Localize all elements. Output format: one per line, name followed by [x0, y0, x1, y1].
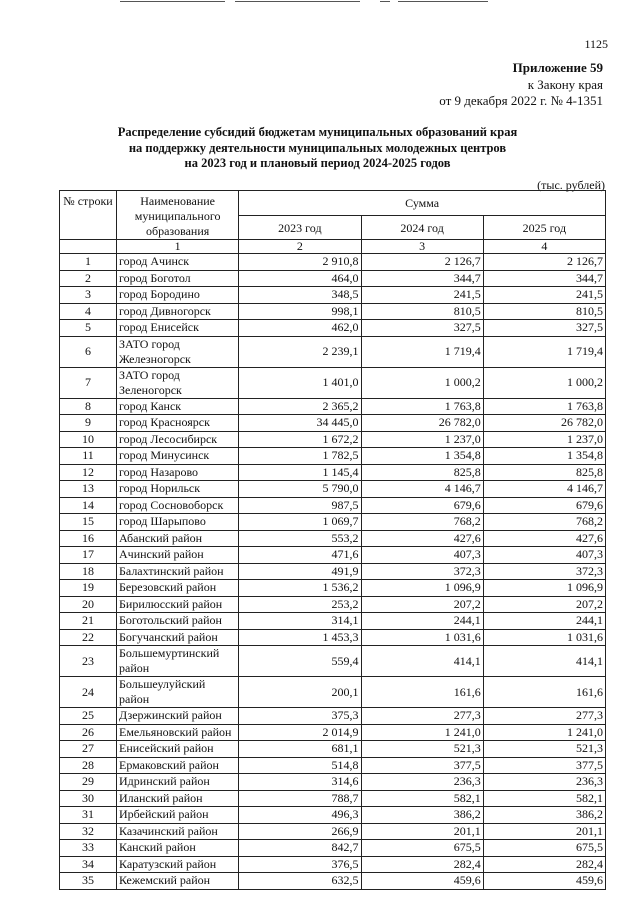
table-row [60, 596, 606, 613]
municipality-name: Идринский район [117, 774, 239, 791]
amount-2025: 386,2 [483, 807, 605, 824]
municipality-name: город Норильск [117, 481, 239, 498]
amount-2023: 514,8 [239, 757, 361, 774]
amount-2023: 1 536,2 [239, 580, 361, 597]
table-row [60, 873, 606, 890]
municipality-name: город Канск [117, 398, 239, 415]
municipality-name: город Енисейск [117, 320, 239, 337]
table-row [60, 431, 606, 448]
amount-2024: 768,2 [361, 514, 483, 531]
amount-2024: 201,1 [361, 823, 483, 840]
row-number: 5 [60, 320, 117, 337]
table-row [60, 287, 606, 304]
row-number: 20 [60, 596, 117, 613]
table-row [60, 547, 606, 564]
table-row [60, 790, 606, 807]
amount-2024: 161,6 [361, 677, 483, 708]
amount-2025: 459,6 [483, 873, 605, 890]
amount-2025: 244,1 [483, 613, 605, 630]
amount-2024: 1 763,8 [361, 398, 483, 415]
page-number: 1125 [584, 37, 608, 51]
row-number: 25 [60, 708, 117, 725]
column-index: 3 [361, 240, 483, 254]
heading-line: на 2023 год и плановый период 2024-2025 годов [184, 156, 451, 170]
amount-2025: 277,3 [483, 708, 605, 725]
amount-2023: 1 401,0 [239, 367, 361, 398]
row-number: 15 [60, 514, 117, 531]
column-index: 4 [483, 240, 605, 254]
row-number: 34 [60, 856, 117, 873]
amount-2023: 1 672,2 [239, 431, 361, 448]
amount-2024: 810,5 [361, 303, 483, 320]
amount-2025: 407,3 [483, 547, 605, 564]
row-number: 3 [60, 287, 117, 304]
row-number: 8 [60, 398, 117, 415]
amount-2023: 987,5 [239, 497, 361, 514]
table-row [60, 530, 606, 547]
row-number: 19 [60, 580, 117, 597]
table-row [60, 708, 606, 725]
appendix-law-date: от 9 декабря 2022 г. № 4-1351 [439, 93, 603, 108]
amount-2025: 327,5 [483, 320, 605, 337]
amount-2024: 372,3 [361, 563, 483, 580]
row-number: 4 [60, 303, 117, 320]
units-label: (тыс. рублей) [537, 178, 605, 192]
row-number: 16 [60, 530, 117, 547]
municipality-name: Енисейский район [117, 741, 239, 758]
amount-2023: 253,2 [239, 596, 361, 613]
amount-2023: 681,1 [239, 741, 361, 758]
amount-2024: 386,2 [361, 807, 483, 824]
row-number: 18 [60, 563, 117, 580]
amount-2025: 1 096,9 [483, 580, 605, 597]
amount-2025: 1 237,0 [483, 431, 605, 448]
table-row [60, 724, 606, 741]
municipality-name: Иланский район [117, 790, 239, 807]
table-row [60, 807, 606, 824]
amount-2024: 4 146,7 [361, 481, 483, 498]
table-row [60, 757, 606, 774]
amount-2023: 266,9 [239, 823, 361, 840]
municipality-name: Каратузский район [117, 856, 239, 873]
appendix-law-ref: к Закону края [527, 76, 603, 92]
table-row [60, 563, 606, 580]
municipality-name: Кежемский район [117, 873, 239, 890]
municipality-name: город Назарово [117, 464, 239, 481]
amount-2025: 1 719,4 [483, 336, 605, 367]
amount-2024: 675,5 [361, 840, 483, 857]
column-index [60, 240, 117, 254]
municipality-name: Емельяновский район [117, 724, 239, 741]
amount-2024: 427,6 [361, 530, 483, 547]
row-number: 12 [60, 464, 117, 481]
municipality-name: Большемуртинский район [117, 646, 239, 677]
amount-2024: 26 782,0 [361, 415, 483, 432]
amount-2024: 521,3 [361, 741, 483, 758]
row-number: 28 [60, 757, 117, 774]
amount-2024: 327,5 [361, 320, 483, 337]
row-number: 32 [60, 823, 117, 840]
table-row [60, 254, 606, 271]
amount-2025: 241,5 [483, 287, 605, 304]
amount-2025: 427,6 [483, 530, 605, 547]
table-row [60, 336, 606, 367]
municipality-name: Казачинский район [117, 823, 239, 840]
table-row [60, 856, 606, 873]
municipality-name: Ачинский район [117, 547, 239, 564]
municipality-name: Дзержинский район [117, 708, 239, 725]
amount-2025: 1 031,6 [483, 629, 605, 646]
amount-2025: 207,2 [483, 596, 605, 613]
amount-2023: 200,1 [239, 677, 361, 708]
row-number: 2 [60, 270, 117, 287]
row-number: 30 [60, 790, 117, 807]
amount-2023: 471,6 [239, 547, 361, 564]
municipality-name: город Боготол [117, 270, 239, 287]
amount-2023: 464,0 [239, 270, 361, 287]
appendix-title: Приложение 59 [512, 60, 603, 75]
table-row [60, 646, 606, 677]
amount-2025: 1 763,8 [483, 398, 605, 415]
municipality-name: Березовский район [117, 580, 239, 597]
row-number: 11 [60, 448, 117, 465]
amount-2023: 34 445,0 [239, 415, 361, 432]
amount-2025: 26 782,0 [483, 415, 605, 432]
amount-2025: 810,5 [483, 303, 605, 320]
amount-2023: 1 453,3 [239, 629, 361, 646]
amount-2025: 4 146,7 [483, 481, 605, 498]
amount-2023: 2 365,2 [239, 398, 361, 415]
amount-2025: 344,7 [483, 270, 605, 287]
column-index: 2 [239, 240, 361, 254]
municipality-name: город Бородино [117, 287, 239, 304]
municipality-name: ЗАТО город Зеленогорск [117, 367, 239, 398]
column-index: 1 [117, 240, 239, 254]
municipality-name: Богучанский район [117, 629, 239, 646]
row-number: 6 [60, 336, 117, 367]
amount-2023: 496,3 [239, 807, 361, 824]
table-row [60, 481, 606, 498]
amount-2025: 675,5 [483, 840, 605, 857]
amount-2024: 344,7 [361, 270, 483, 287]
table-row [60, 580, 606, 597]
table-row [60, 398, 606, 415]
amount-2024: 1 354,8 [361, 448, 483, 465]
row-number: 24 [60, 677, 117, 708]
table-row [60, 464, 606, 481]
subsidy-table [59, 190, 606, 890]
municipality-name: город Ачинск [117, 254, 239, 271]
amount-2023: 491,9 [239, 563, 361, 580]
amount-2023: 314,1 [239, 613, 361, 630]
row-number: 31 [60, 807, 117, 824]
amount-2024: 414,1 [361, 646, 483, 677]
header-sum: Сумма [239, 191, 606, 216]
amount-2025: 414,1 [483, 646, 605, 677]
row-number: 14 [60, 497, 117, 514]
amount-2024: 244,1 [361, 613, 483, 630]
table-row [60, 367, 606, 398]
amount-2024: 679,6 [361, 497, 483, 514]
amount-2024: 582,1 [361, 790, 483, 807]
amount-2023: 553,2 [239, 530, 361, 547]
amount-2024: 459,6 [361, 873, 483, 890]
table-row [60, 303, 606, 320]
municipality-name: Абанский район [117, 530, 239, 547]
municipality-name: город Дивногорск [117, 303, 239, 320]
amount-2024: 241,5 [361, 287, 483, 304]
municipality-name: город Красноярск [117, 415, 239, 432]
amount-2024: 1 000,2 [361, 367, 483, 398]
amount-2025: 1 241,0 [483, 724, 605, 741]
municipality-name: Большеулуйский район [117, 677, 239, 708]
amount-2025: 377,5 [483, 757, 605, 774]
table-row [60, 448, 606, 465]
amount-2023: 2 239,1 [239, 336, 361, 367]
table-row [60, 741, 606, 758]
header-municipality: Наименование муниципального образования [117, 191, 239, 240]
table-row [60, 497, 606, 514]
amount-2023: 375,3 [239, 708, 361, 725]
amount-2023: 2 910,8 [239, 254, 361, 271]
municipality-name: Ермаковский район [117, 757, 239, 774]
amount-2023: 1 069,7 [239, 514, 361, 531]
amount-2025: 1 354,8 [483, 448, 605, 465]
scan-edge-line [235, 1, 360, 2]
table-row [60, 840, 606, 857]
amount-2025: 372,3 [483, 563, 605, 580]
municipality-name: ЗАТО город Железногорск [117, 336, 239, 367]
scan-edge-line [398, 1, 488, 2]
amount-2025: 2 126,7 [483, 254, 605, 271]
table-row [60, 270, 606, 287]
amount-2023: 632,5 [239, 873, 361, 890]
amount-2025: 768,2 [483, 514, 605, 531]
amount-2024: 1 241,0 [361, 724, 483, 741]
row-number: 23 [60, 646, 117, 677]
row-number: 1 [60, 254, 117, 271]
document-heading [0, 125, 635, 172]
table-row [60, 629, 606, 646]
amount-2024: 1 096,9 [361, 580, 483, 597]
row-number: 27 [60, 741, 117, 758]
row-number: 9 [60, 415, 117, 432]
amount-2025: 201,1 [483, 823, 605, 840]
amount-2024: 1 719,4 [361, 336, 483, 367]
row-number: 33 [60, 840, 117, 857]
appendix-block [439, 60, 603, 110]
table-row [60, 613, 606, 630]
amount-2024: 2 126,7 [361, 254, 483, 271]
amount-2025: 825,8 [483, 464, 605, 481]
header-row-number: № строки [60, 191, 117, 240]
row-number: 29 [60, 774, 117, 791]
municipality-name: Канский район [117, 840, 239, 857]
amount-2025: 236,3 [483, 774, 605, 791]
amount-2025: 1 000,2 [483, 367, 605, 398]
header-year-2025: 2025 год [483, 215, 605, 240]
heading-line: на поддержку деятельности муниципальных молодежных центров [128, 140, 507, 155]
amount-2024: 277,3 [361, 708, 483, 725]
header-year-2023: 2023 год [239, 215, 361, 240]
amount-2025: 282,4 [483, 856, 605, 873]
municipality-name: город Сосновоборск [117, 497, 239, 514]
amount-2023: 998,1 [239, 303, 361, 320]
amount-2024: 207,2 [361, 596, 483, 613]
amount-2023: 348,5 [239, 287, 361, 304]
amount-2024: 377,5 [361, 757, 483, 774]
municipality-name: город Лесосибирск [117, 431, 239, 448]
scan-edge-line [380, 1, 390, 2]
municipality-name: город Шарыпово [117, 514, 239, 531]
municipality-name: город Минусинск [117, 448, 239, 465]
amount-2025: 521,3 [483, 741, 605, 758]
municipality-name: Бирилюсский район [117, 596, 239, 613]
table-row [60, 677, 606, 708]
amount-2023: 842,7 [239, 840, 361, 857]
amount-2024: 825,8 [361, 464, 483, 481]
heading-line: Распределение субсидий бюджетам муниципальных образований края [117, 125, 518, 139]
amount-2024: 282,4 [361, 856, 483, 873]
municipality-name: Балахтинский район [117, 563, 239, 580]
row-number: 35 [60, 873, 117, 890]
amount-2023: 5 790,0 [239, 481, 361, 498]
row-number: 21 [60, 613, 117, 630]
municipality-name: Ирбейский район [117, 807, 239, 824]
table-row [60, 514, 606, 531]
amount-2023: 788,7 [239, 790, 361, 807]
row-number: 7 [60, 367, 117, 398]
row-number: 17 [60, 547, 117, 564]
row-number: 22 [60, 629, 117, 646]
amount-2025: 582,1 [483, 790, 605, 807]
table-row [60, 774, 606, 791]
table-row [60, 823, 606, 840]
table-row [60, 415, 606, 432]
amount-2023: 1 782,5 [239, 448, 361, 465]
header-year-2024: 2024 год [361, 215, 483, 240]
amount-2024: 236,3 [361, 774, 483, 791]
scan-edge-line [120, 1, 225, 2]
row-number: 13 [60, 481, 117, 498]
amount-2023: 1 145,4 [239, 464, 361, 481]
amount-2023: 314,6 [239, 774, 361, 791]
amount-2024: 1 031,6 [361, 629, 483, 646]
amount-2023: 2 014,9 [239, 724, 361, 741]
amount-2024: 1 237,0 [361, 431, 483, 448]
municipality-name: Боготольский район [117, 613, 239, 630]
amount-2023: 376,5 [239, 856, 361, 873]
row-number: 26 [60, 724, 117, 741]
amount-2023: 559,4 [239, 646, 361, 677]
amount-2024: 407,3 [361, 547, 483, 564]
amount-2023: 462,0 [239, 320, 361, 337]
amount-2025: 679,6 [483, 497, 605, 514]
table-row [60, 320, 606, 337]
row-number: 10 [60, 431, 117, 448]
amount-2025: 161,6 [483, 677, 605, 708]
